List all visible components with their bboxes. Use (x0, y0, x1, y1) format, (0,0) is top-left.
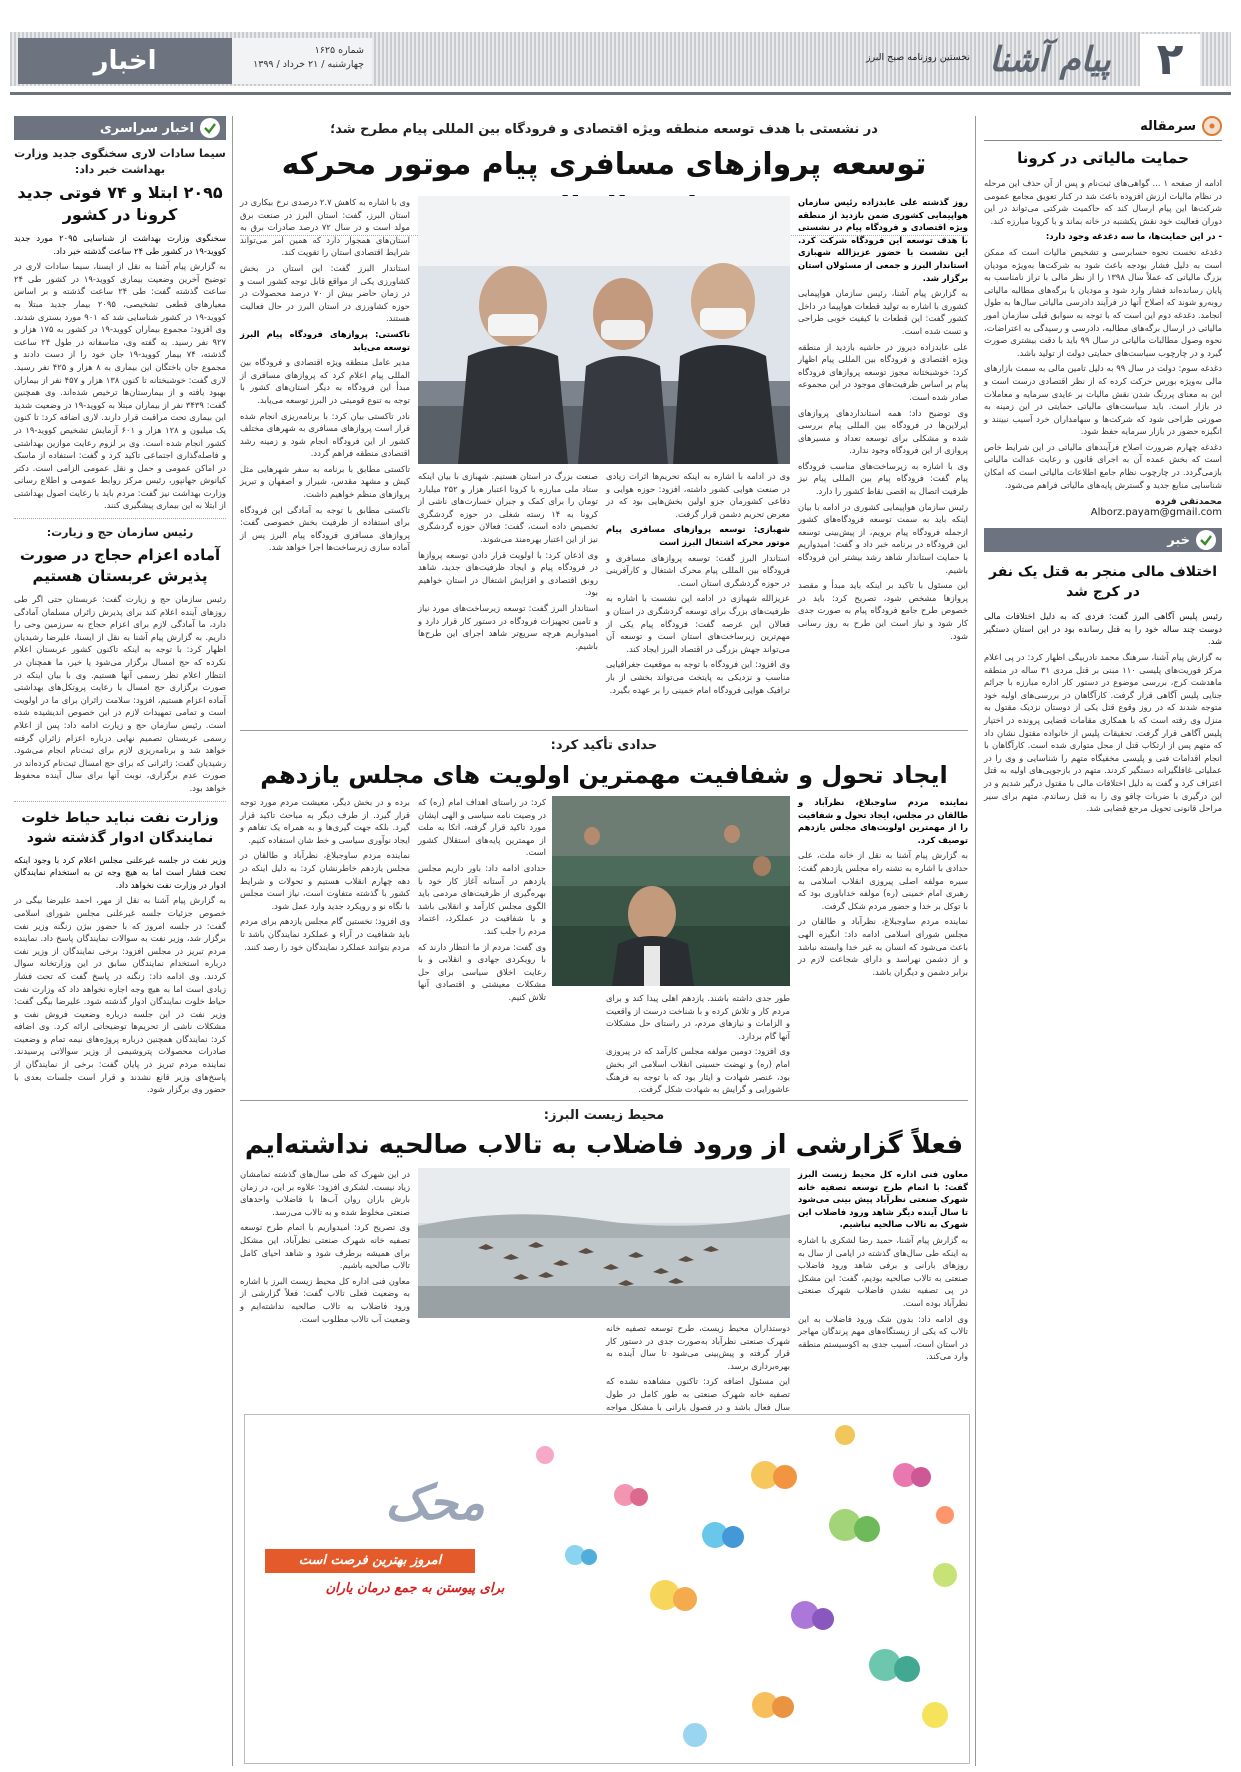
page-number-box (1140, 34, 1200, 86)
wetland-paragraph: وی تصریح کرد: امیدواریم با اتمام طرح توسعه تصفیه خانه شهرک صنعتی نظرآباد، این مشکل برای همیشه برطرف شود و شاهد احیای کامل تالاب صالحیه باشیم. (240, 1222, 410, 1271)
lead-col-2 (606, 470, 790, 720)
ad-line-1: امروز بهترین فرصت است (265, 1549, 475, 1573)
lead-paragraph: علی عابدزاده دیروز در حاشیه بازدید از منطقه ویژه اقتصادی و فرودگاه بین المللی پیام اظهار کرد: خوشبختانه مجوز توسعه پروازهای فرودگاه پیام بر اساس ظرفیت‌های موجود در این مجموعه صادر شده است. (798, 341, 968, 402)
parliament-paragraph: طور جدی داشته باشند. یازدهم اهلی پیدا کند و برای مردم کار و تلاش کرده و با شناخت درست از واقعیت و الزامات و نیازهای مردم، در راستای حل مشکلات آنها گام بردارد. (606, 993, 790, 1041)
parliament-paragraph: کرد: در راستای اهداف امام (ره) که در وصیت نامه سیاسی و الهی ایشان مورد تاکید قرار گرفته، اتکا به ملت از مهمترین پایه‌های استقلال کشور است. (418, 797, 546, 858)
wetland-col-3 (240, 1168, 410, 1398)
parliament-paragraph: برده و در بخش دیگر، معیشت مردم مورد توجه قرار گیرد. از طرف دیگر به مباحث تاکید قرار گیرد. بلکه جهت گیری‌ها و به همراه یک تفاهم و ایجاد نوآوری سیاسی و خط شان استفاده کنیم. (240, 797, 410, 845)
khabar-body: به گزارش پیام آشنا، سرهنگ محمد نادربیگی اظهار کرد: در پی اعلام مرکز فوریت‌های پلیسی ۱۱۰ مبنی بر قتل مردی ۳۱ ساله در منطقه ماهدشت کرج، بررسی موضوع در دستور کار اداره مبارزه با جرائم جنایی پلیس آگاهی قرار گرفت. کارآگاهان در بررسی‌های اولیه خود متوجه شدند که در روز وقوع قتل یکی از دوستان نزدیک مقتول به منزل وی رفته است که با همکاری مقامات قضایی پرونده در اختیار پلیس آگاهی قرار گرفت. تحقیقات پلیس از خانواده مقتول نشان داد که متهم پس از ارتکاب قتل از محل متواری شده است. کارآگاهان با انجام اقدامات فنی و پلیسی مخفیگاه متهم را شناسایی و وی را در عملیاتی غافلگیرانه دستگیر کردند. متهم در بازجویی‌های اولیه به قتل اعتراف کرد و گفت به دلیل اختلافات مالی با مقتول درگیر شدیم و در این درگیری با ضربات چاقو وی را به قتل رساندم. متهم برای سیر مراحل قانونی تحویل مرجع قضایی شد. (984, 652, 1222, 814)
parliament-paragraph: حدادی ادامه داد: باور داریم مجلس یازدهم در آستانه آغاز کار خود با بهره‌گیری از ظرفیت‌های مردمی باید الگوی مجلس کارآمد و انقلابی باشد و با شفافیت در عملکرد، اعتماد مردم را جلب کند. (418, 862, 546, 936)
news-1-body: به گزارش پیام آشنا به نقل از ایسنا، سیما سادات لاری در توضیح آخرین وضعیت بیماری کووید-۱۹ در کشور طی ۲۴ ساعت گذشته گفت: طی ۲۴ ساعت گذشته و بر اساس معیارهای قطعی تشخیصی، ۲۰۹۵ بیمار جدید مبتلا به کووید-۱۹ در کشور شناسایی شد که ۹۰۱ مورد بستری شدند. وی افزود: مجموع بیماران کووید-۱۹ در کشور به ۱۷۵ هزار و ۹۲۷ نفر رسید. به گفته وی، متاسفانه در طول ۲۴ ساعت گذشته، ۷۴ بیمار کووید-۱۹ جان خود را از دست دادند و مجموع جان باختگان این بیماری به ۸ هزار و ۴۲۵ نفر رسید. لاری گفت: خوشبختانه تا کنون ۱۳۸ هزار و ۴۵۷ نفر از بیماران بهبود یافته و از بیمارستان‌ها ترخیص شده‌اند. وی همچنین گفت: ۳۴۳۹ نفر از بیماران مبتلا به کووید-۱۹ در وضعیت شدید این بیماری تحت مراقبت قرار دارند. لاری اضافه کرد: تا کنون یک میلیون و ۱۲۸ هزار و ۶۰۱ آزمایش تشخیص کووید-۱۹ در کشور انجام شده است. وی بر لزوم رعایت موازین بهداشتی و فاصله‌گذاری اجتماعی تاکید کرد و گفت: استفاده از ماسک در اماکن عمومی و حمل و نقل عمومی الزامی است. دکتر کیانوش جهانپور، رئیس مرکز روابط عمومی و اطلاع رسانی وزارت بهداشت نیز گفت: مردم باید با رعایت اصول بهداشتی از ابتلا به این بیماری پیشگیری کنند. (14, 261, 227, 511)
lead-paragraph: تاکستی مطابق با توجه به آمادگی این فرودگاه برای استفاده از ظرفیت بخش خصوصی گفت: پروازهای مسافری فرودگاه پیام البرز پس از آماده سازی زیرساخت‌ها اجرا خواهد شد. (240, 504, 410, 553)
news-1-kicker: سیما سادات لاری سخنگوی جدید وزارت بهداشت خبر داد: (14, 147, 226, 176)
khabar-lead: رئیس پلیس آگاهی البرز گفت: فردی که به دلیل اختلافات مالی دوست چند ساله خود را به قتل رسانده بود در این استان دستگیر شد. (984, 611, 1222, 647)
eye-icon (1202, 116, 1222, 136)
khabar-title: اختلاف مالی منجر به قتل یک نفر در کرج شد (988, 564, 1218, 601)
editorial-column (984, 116, 1222, 1766)
news-2-kicker: رئیس سازمان حج و زیارت: (46, 526, 194, 540)
wetland-paragraph: دوستداران محیط زیست، طرح توسعه تصفیه خانه شهرک صنعتی نظرآباد به‌صورت جدی در دستور کار قرار گرفته و پیش‌بینی می‌شود تا سال آینده به بهره‌برداری برسد. (606, 1323, 790, 1371)
masthead (0, 0, 1241, 110)
lead-kicker: در نشستی با هدف توسعه منطقه ویژه اقتصادی و فرودگاه بین المللی پیام مطرح شد؛ (330, 122, 878, 137)
wetland-intro: معاون فنی اداره کل محیط زیست البرز گفت: با اتمام طرح توسعه تصفیه خانه شهرک صنعتی نظرآباد پیش بینی می‌شود تا سال آینده دیگر شاهد ورود فاضلاب این شهرک به تالاب صالحیه نباشیم. (798, 1169, 968, 1230)
lead-paragraph: وی با اشاره به کاهش ۲.۷ درصدی نرخ بیکاری در استان البرز، گفت: استان البرز در صنعت برق مولد است و در سال ۷۲ درصد صادرات برق به استان‌های همجوار دارد که همین امر می‌تواند شرایط اقتصادی استان را تقویت کند. (240, 197, 410, 258)
lead-col-3 (418, 470, 598, 720)
lead-paragraph: صنعت بزرگ در استان هستیم. شهبازی با بیان اینکه ستاد ملی مبارزه با کرونا اعتبار هزار و ۲۵۲ میلیارد تومان را برای کمک و جبران خسارت‌های ناشی از کرونا به ۱۴ رسته شغلی در حوزه گردشگری تخصیص داده است، گفت: فعالان حوزه گردشگری نیز از این اعتبار بهره‌مند می‌شوند. (418, 471, 598, 544)
lead-paragraph: استاندار البرز گفت: این استان در بخش کشاورزی یکی از مواقع قابل توجه کشور است و در زمان حاضر بیش از ۷۰ درصد محصولات در حوزه کشاورزی در استان البرز در حال فعالیت هستند. (240, 262, 410, 324)
wetland-col-1 (798, 1168, 968, 1398)
tagline: نخستین روزنامه صبح البرز (865, 52, 970, 63)
news-3-headline: وزارت نفت نباید حیاط خلوت نمایندگان ادوار گذشته شود (21, 809, 219, 846)
lead-paragraph: وی افزود: این فرودگاه با توجه به موقعیت جغرافیایی مناسب و نزدیکی به پایتخت می‌تواند بخشی از بار ترافیک هوایی فرودگاه امام خمینی را بر عهده بگیرد. (606, 659, 790, 695)
column-rule (232, 116, 233, 1766)
lead-subhead: شهبازی: توسعه پروازهای مسافری پیام موتور محرکه اشتغال البرز است (606, 524, 790, 547)
officials-meeting-photo (418, 196, 790, 464)
editorial-subhead: - در این حمایت‌ها، ما سه دغدغه وجود دارد: (1045, 231, 1222, 242)
wetland-col-2 (606, 1322, 790, 1412)
story-divider (240, 730, 968, 731)
wetland-headline: فعلاً گزارشی از ورود فاضلاب به تالاب صالحیه نداشته‌ایم (244, 1130, 964, 1160)
wetland-photo (418, 1168, 790, 1318)
news-label: اخبار سراسری (99, 120, 194, 136)
wetland-paragraph: معاون فنی اداره کل محیط زیست البرز با اشاره به وضعیت فعلی تالاب گفت: فعلاً گزارشی از ورود فاضلاب به تالاب صالحیه نداشته‌ایم و وضعیت آب تالاب مطلوب است. (240, 1275, 410, 1324)
lead-paragraph: عزیزالله شهبازی در ادامه این نشست با اشاره به ظرفیت‌های بزرگ برای توسعه گردشگری در استان و فعالان این عرصه گفت: فرودگاه پیام یکی از مهم‌ترین زیرساخت‌های استان است و توسعه آن می‌تواند جهش بزرگی در اقتصاد البرز ایجاد کند. (606, 593, 790, 654)
story-divider (240, 1100, 968, 1101)
parliament-paragraph: وی گفت: مردم از ما انتظار دارند که با رویکردی جهادی و انقلابی و با رعایت اخلاق سیاسی برای حل مشکلات معیشتی و اقتصادی آنها تلاش کنیم. (418, 941, 546, 1002)
news-divider (14, 801, 226, 802)
ad-line-2: برای پیوستن به جمع درمان یاران (325, 1581, 505, 1596)
khabar-label: خبر (1167, 532, 1190, 548)
news-1-lead: سخنگوی وزارت بهداشت از شناسایی ۲۰۹۵ مورد جدید کووید-۱۹ در کشور طی ۲۴ ساعت گذشته خبر داد. (14, 233, 226, 256)
lead-paragraph: وی با اشاره به زیرساخت‌های مناسب فرودگاه پیام گفت: فرودگاه پیام بین المللی پیام نیز ظرفیت اتصال به اقصی نقاط کشور را دارد. (798, 460, 968, 497)
wetland-kicker: محیط زیست البرز: (543, 1108, 665, 1123)
parliament-paragraph: وی افزود: دومین مولفه مجلس کارآمد که در پیروزی امام (ره) و نهضت حسینی انقلاب اسلامی اثر بخش بود، عنصر شهادت و ایثار بود که با توجه به فرهنگ عاشورایی و گرایش به شهادت شکل گرفت. (606, 1046, 790, 1095)
news-2-headline: آماده اعزام حجاج در صورت پذیرش عربستان هستیم (19, 546, 221, 586)
parliament-paragraph: وی افزود: نخستین گام مجلس یازدهم برای مردم باید شفافیت در آراء و عملکرد نمایندگان باشد تا مردم بتوانند عملکرد نمایندگان خود را رصد کنند. (240, 916, 410, 952)
flying-birds-photo (418, 1168, 790, 1318)
parliament-col-1 (798, 796, 968, 1088)
lead-paragraph: مدیر عامل منطقه ویژه اقتصادی و فرودگاه بین المللی پیام اعلام کرد که پروازهای مسافری از مبدأ این فرودگاه به دیگر استان‌های کشور با توجه به تنوع قومیتی در البرز توسعه می‌یابد. (240, 357, 410, 405)
news-2-body: رئیس سازمان حج و زیارت گفت: عربستان حتی اگر طی روزهای آینده اعلام کند برای پذیرش زائران مسلمان آمادگی دارد، ما آمادگی لازم برای اعزام حجاج به سرزمین وحی را داریم. به گزارش پیام آشنا به نقل از ایسنا، علیرضا رشیدیان اظهار کرد: با توجه به اینکه تاکنون کشور عربستان اعلام نکرده که حج امسال برگزار می‌شود یا خیر، ما همچنان در انتظار اعلام نظر رسمی آنها هستیم. وی با بیان اینکه در صورت برگزاری حج امسال با رعایت پروتکل‌های بهداشتی آماده اعزام هستیم، افزود: سلامت زائران برای ما در اولویت است و تمامی تمهیدات لازم در این خصوص اندیشیده شده است. رئیس سازمان حج و زیارت ادامه داد: پس از اعلام رسمی عربستان تصمیم نهایی درباره اعزام زائران گرفته خواهد شد و برنامه‌ریزی لازم برای ثبت‌نام انجام می‌شود. رشیدیان گفت: زائرانی که برای حج امسال ثبت‌نام کرده‌اند در صورت عدم برگزاری، نوبت آنها برای سال آینده محفوظ خواهد بود. (14, 594, 226, 793)
parliament-col-2 (606, 992, 790, 1095)
ad-brand: محک (385, 1475, 485, 1531)
editorial-header (984, 116, 1222, 141)
editorial-author: محمدتقی فرده (1155, 497, 1222, 508)
parliament-col-3 (418, 796, 546, 1088)
lead-paragraph: نادر تاکستی بیان کرد: با برنامه‌ریزی انجام شده قرار است پروازهای مسافری به شهرهای مختلف کشور از این فرودگاه انجام شود و زمینه رشد اقتصادی منطقه فراهم گردد. (240, 410, 410, 459)
parliament-kicker: حدادی تأکید کرد: (550, 738, 658, 753)
parliament-paragraph: به گزارش پیام آشنا به نقل از خانه ملت، علی حدادی با اشاره به تشنه راه مجلس یازدهم گفت: سیره مولفه اصلی پیروزی انقلاب اسلامی به رهبری امام خمینی (ره) مولفه خداباوری بود که با توکل بر خدا و حضور مردم شکل گرفت. (798, 850, 968, 911)
lead-story (240, 116, 968, 726)
masthead-logo: پیام آشنا (989, 40, 1111, 80)
check-icon (200, 118, 220, 138)
news-header (14, 116, 226, 140)
parliament-story (240, 734, 968, 1094)
wetland-story (240, 1104, 968, 1412)
lead-paragraph: وی اذعان کرد: با اولویت قرار دادن توسعه پروازها در فرودگاه پیام و ایجاد ظرفیت‌های جدید، شاهد رونق اقتصادی و افزایش اشتغال در استان خواهیم بود. (418, 549, 598, 598)
news-divider (14, 518, 226, 519)
lead-paragraph: به گزارش پیام آشنا، رئیس سازمان هواپیمایی کشوری با اشاره به تولید قطعات هواپیما در داخل کشور گفت: این قطعات با کیفیت خوبی طراحی و تست شده است. (798, 288, 968, 336)
issue-number: شماره ۱۶۲۵ (314, 45, 364, 56)
news-1-headline: ۲۰۹۵ ابتلا و ۷۴ فوتی جدید کرونا در کشور (17, 183, 223, 224)
parliament-paragraph: نماینده مردم ساوجبلاغ، نظرآباد و طالقان در مجلس شورای اسلامی ادامه داد: انگیزه الهی باعث می‌شود که انسان به غیر خدا وابسته نباشد و از دشمن نهراسد و دارای شجاعت لازم در برابر دشمن و دیگران باشد. (798, 916, 968, 977)
lead-paragraph: وی در ادامه با اشاره به اینکه تحریم‌ها اثرات زیادی در صنعت هوایی کشور داشته، افزود: حوزه هوایی و دفاعی کشورمان جزو اولین بخش‌هایی بود که در معرض تحریم دشمن قرار گرفت. (606, 471, 790, 519)
lead-photo (418, 196, 790, 464)
column-rule (975, 116, 976, 1766)
page-number: ۲ (1156, 34, 1184, 85)
editorial-paragraph: دغدغه سوم: دولت در سال ۹۹ به دلیل تامین مالی به سمت بازارهای مالی به‌ویژه بورس حرکت کرده که از نظر اقتصادی درست است و این به معنای پررنگ شدن نقش مالیات بر عایدی سرمایه و معاملات در بازار است. باید سیاست‌های مالیاتی حمایتی در این زمینه به صورتی طراحی شود که شرکت‌ها و سهامداران خرد آسیب نبینند و انگیزه حضور در بازار سرمایه حفظ شود. (984, 363, 1222, 437)
wetland-paragraph: این مسئول اضافه کرد: تاکنون مشاهده نشده که تصفیه خانه شهرک صنعتی به طور کامل در طول سال فعال باشد و در فصول بارانی با مشکل مواجه (606, 1376, 790, 1412)
lead-paragraph: تاکستی مطابق با برنامه به سفر شهرهایی مثل کیش و مشهد مقدس، شیراز و اصفهان و تبریز پروازهای منظم خواهیم داشت. (240, 463, 410, 500)
check-icon (1196, 530, 1216, 550)
issue-box (232, 38, 372, 84)
parliament-paragraph: نماینده مردم ساوجبلاغ، نظرآباد و طالقان در مجلس یازدهم خاطرنشان کرد: به دلیل اینکه در دهه چهارم انقلاب هستیم و تحولات و شرایط کشور با گذشته متفاوت است، نیاز است مجلس با نگاه نو و رویکرد جدید وارد عمل شود. (240, 850, 410, 911)
section-label: اخبار (93, 46, 157, 76)
ad-banner (244, 1414, 970, 1764)
lead-subhead: تاکستی: پروازهای فرودگاه پیام البرز توسعه می‌یابد (240, 328, 410, 352)
wetland-paragraph: وی ادامه داد: بدون شک ورود فاضلاب به این تالاب که یکی از زیستگاه‌های مهم پرندگان مهاجر در استان است، آسیب جدی به اکوسیستم منطقه وارد می‌کند. (798, 1313, 968, 1362)
news-3-lead: وزیر نفت در جلسه غیرعلنی مجلس اعلام کرد با وجود اینکه تحت فشار است اما به هیچ وجه تن به استخدام نمایندگان ادوار در وزارت نفت نخواهد داد. (14, 854, 226, 890)
lead-paragraph: وی توضیح داد: همه استانداردهای پروازهای ایرلاین‌ها در فرودگاه بین المللی پیام بررسی شده و مشکلی برای توسعه تعداد و مسیرهای پروازی از این فرودگاه وجود ندارد. (798, 407, 968, 456)
wetland-paragraph: در این شهرک که طی سال‌های گذشته تمامشان زیاد نیست. لشکری افزود: علاوه بر این، در زمان بارش باران روان آب‌ها با فاضلاب واحدهای صنعتی مخلوط شده و به تالاب می‌رسد. (240, 1169, 410, 1217)
section-banner (18, 38, 232, 84)
parliament-session-photo (552, 796, 790, 986)
lead-paragraph: استاندار البرز گفت: توسعه پروازهای مسافری و فرودگاه بین المللی پیام محرک اشتغال و کارآفرینی در حوزه گردشگری استان است. (606, 552, 790, 588)
news-3-body: به گزارش پیام آشنا به نقل از مهر، احمد علیرضا بیگی در خصوص جزئیات جلسه غیرعلنی مجلس شورای اسلامی گفت: در جلسه امروز که با حضور بیژن زنگنه وزیر نفت برگزار شد، وزیر نفت به سوالات نمایندگان پاسخ داد. نماینده مردم تبریز در مجلس افزود: برخی نمایندگان از وزیر نفت درباره استخدام نمایندگان سابق در این وزارتخانه سوال کردند. وی ادامه داد: زنگنه در پاسخ گفت که تحت فشار زیادی است اما به هیچ وجه اجازه نخواهد داد که وزارت نفت حیاط خلوت نمایندگان ادوار گذشته شود. علیرضا بیگی گفت: وزیر نفت در این جلسه درباره وضعیت فروش نفت و مشکلات ناشی از تحریم‌ها توضیحاتی ارائه کرد. وی اضافه کرد: نمایندگان همچنین درباره پروژه‌های نیمه تمام و وضعیت صادرات محصولات پتروشیمی از وزیر سوالاتی پرسیدند. نماینده مردم تبریز در پایان گفت: برخی از نمایندگان از پاسخ‌های وزیر قانع نشدند و قرار است جلسات بعدی با حضور وی برگزار شود. (14, 895, 226, 1095)
lead-intro: روز گذشته علی عابدزاده رئیس سازمان هواپیمایی کشوری ضمن بازدید از منطقه ویژه اقتصادی و فرودگاه پیام در نشستی با هدف توسعه این فرودگاه شرکت کرد. این نشست با حضور عزیزالله شهبازی استاندار البرز و جمعی از مسئولان استان برگزار شد. (798, 197, 968, 283)
editorial-paragraph: دغدغه نخست نحوه حسابرسی و تشخیص مالیات است که ممکن است به دلیل فشار بودجه باعث شود به شرکت‌ها به‌ویژه مودیان بزرگ مالیاتی که عملاً سال ۱۳۹۸ را از نظر مالی با تراز نامناسب به پایان رسانده‌اند فشار وارد شود و مودیان با برگه‌های مطالبه مالیاتی روبه‌رو شوند که اصلاح آنها در فرآیند دادرسی مالیاتی سال‌ها به طول انجامد. دغدغه دوم این است که با توجه به سوابق قبلی سازمان امور مالیاتی در ارسال برگه‌های مطالبه، دادرسی و رسیدگی به اعتراضات، نحوه وصول مطالبات مالیاتی در سال ۹۹ باید با دقت بیشتری صورت گیرد و در چارچوب سیاست‌های حمایتی دولت از تولید باشد. (984, 246, 1222, 358)
lead-paragraph: استاندار البرز گفت: توسعه زیرساخت‌های مورد نیاز و تامین تجهیزات فرودگاه در دستور کار قرار دارد و امیدواریم هرچه سریع‌تر شاهد اجرای این طرح‌ها باشیم. (418, 602, 598, 651)
parliament-col-4 (240, 796, 410, 1088)
lead-col-1 (798, 196, 968, 721)
lead-paragraph: رئیس سازمان هواپیمایی کشوری در ادامه با بیان اینکه باید به سمت توسعه فرودگاه‌های کشور ازجمله فرودگاه پیام برویم، از پیش‌بینی توسعه این فرودگاه در برنامه خبر داد و گفت: امیدواریم با حمایت استاندار شاهد رشد بیشتر این فرودگاه باشیم. (798, 501, 968, 575)
lead-headline: توسعه پروازهای مسافری پیام موتور محرکه (281, 147, 927, 182)
lead-col-4 (240, 196, 410, 721)
masthead-rule (10, 92, 1231, 95)
parliament-photo (552, 796, 790, 986)
khabar-header (984, 528, 1222, 552)
editorial-label: سرمقاله (1140, 118, 1196, 134)
issue-date: چهارشنبه / ۲۱ خرداد / ۱۳۹۹ (253, 59, 364, 70)
parliament-headline: ایجاد تحول و شفافیت مهمترین اولویت های مجلس یازدهم (260, 761, 948, 789)
editorial-title: حمایت مالیاتی در کرونا (1017, 149, 1189, 167)
wetland-paragraph: به گزارش پیام آشنا، حمید رضا لشکری با اشاره به اینکه طی سال‌های گذشته در ایامی از سال به روزهای بارانی و برفی شاهد ورود فاضلاب صنعتی به تالاب صالحیه بودیم، گفت: این مشکل در پی تصفیه نشدن فاضلاب شهرک صنعتی نظرآباد بوده است. (798, 1234, 968, 1308)
editorial-paragraph: دغدغه چهارم ضرورت اصلاح فرآیندهای مالیاتی در این شرایط خاص است که بخش عمده آن به اجرای قانون و رعایت عدالت مالیاتی بازمی‌گردد. در چارچوب نظام جامع اطلاعات مالیاتی است که امکان شناسایی منابع جدید و گسترش پایه‌های مالیاتی فراهم می‌شود. (984, 441, 1222, 490)
editorial-paragraph: ادامه از صفحه ۱ ... گواهی‌های ثبت‌نام و پس از آن حذف این مرحله در نظام مالیات ارزش افزوده باعث شد در کنار تعویق مجامع عمومی شرکت‌ها این پیام ارسال کند که حاکمیت شرکتی می‌تواند در این دوران فعالیت خود نقش یکشنبه در خانه بماند و با کرونا مبارزه کند. (984, 178, 1222, 226)
parliament-intro: نماینده مردم ساوجبلاغ، نظرآباد و طالقان در مجلس، ایجاد تحول و شفافیت را از مهمترین اولویت‌های مجلس یازدهم توصیف کرد. (798, 797, 968, 845)
news-column (14, 116, 226, 1766)
editorial-email[interactable]: Alborz.payam@gmail.com (1090, 507, 1222, 519)
lead-paragraph: این مسئول با تاکید بر اینکه باید مبدأ و مقصد پروازها مشخص شود، تصریح کرد: باید در خصوص طرح جامع فرودگاه پیام به صورت جدی کار شود و نیاز است این طرح به روز رسانی شود. (798, 580, 968, 641)
